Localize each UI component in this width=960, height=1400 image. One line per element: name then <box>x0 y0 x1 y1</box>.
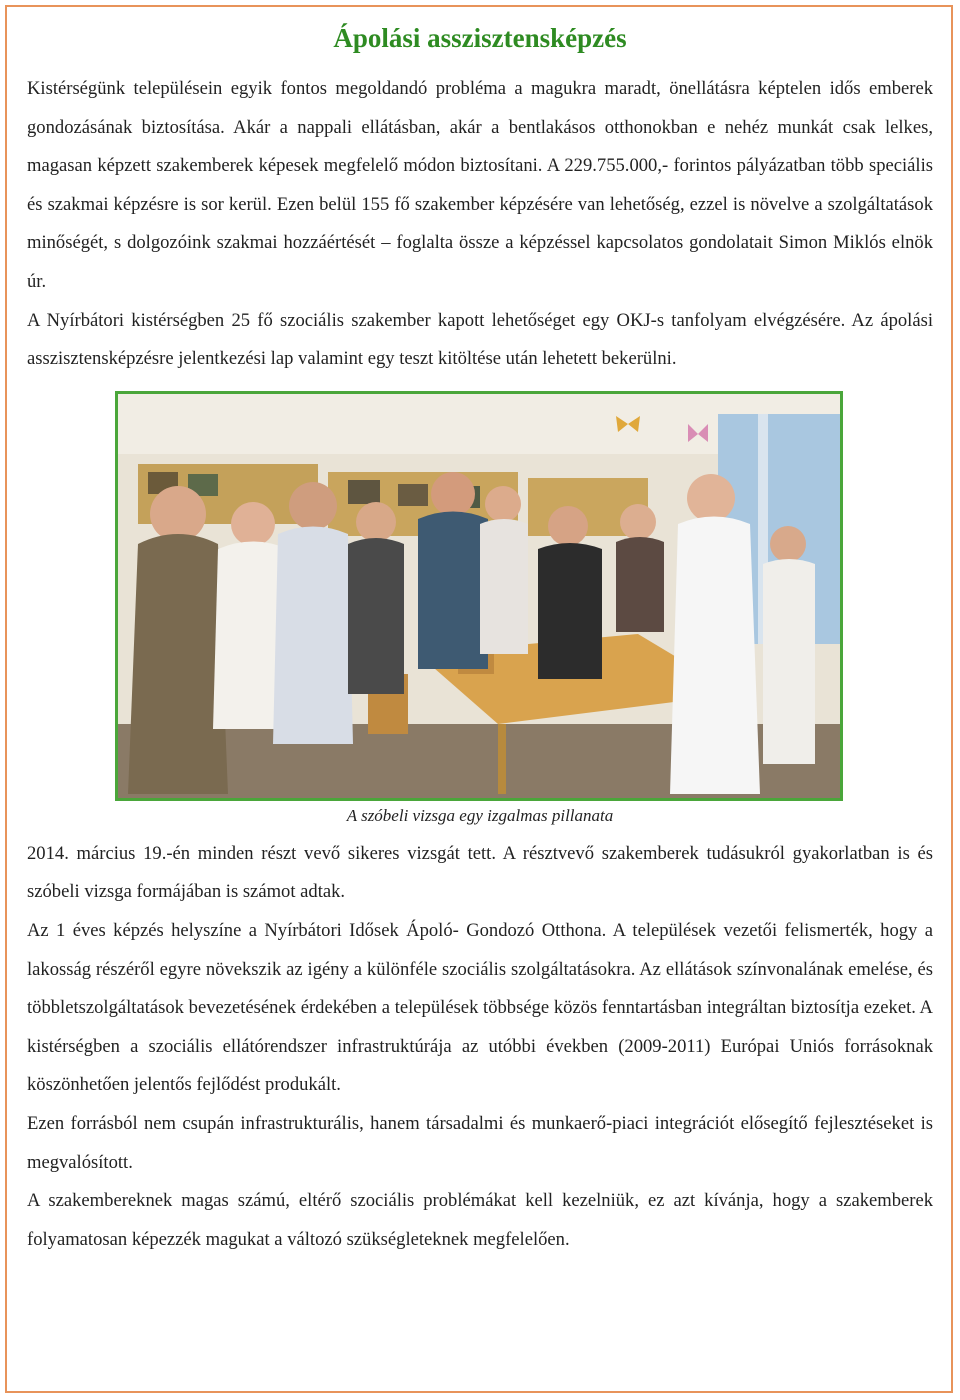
group-photo-icon <box>118 394 840 798</box>
paragraph-location: Az 1 éves képzés helyszíne a Nyírbátori Idősek Ápoló- Gondozó Otthona. A települések vezetői felismerték, hogy a lakosság részéről egyre növekszik az igény a különféle szociális szolgáltatásokra. Az ellátások színvonalának emelése, és többletszolgáltatások bevezetésének érdekében a települések többsége közös fenntartásban integráltan biztosítja ezeket. A kistérségben a szociális ellátórendszer infrastruktúrája az utóbbi években (2009-2011) Európai Uniós forrásoknak köszönhetően jelentős fejlődést produkált. <box>27 919 933 1096</box>
photo-caption: A szóbeli vizsga egy izgalmas pillanata <box>346 805 614 825</box>
group-photo <box>115 391 843 801</box>
paragraph-course: A Nyírbátori kistérségben 25 fő szociális szakember kapott lehetőséget egy OKJ-s tanfolyam elvégzésére. Az ápolási asszisztensképzésre jelentkezési lap valamint egy teszt kitöltése után lehetett bekerülni. <box>27 309 933 370</box>
paragraph-exam: 2014. március 19.-én minden részt vevő sikeres vizsgát tett. A résztvevő szakemberek tudásukról gyakorlatban is és szóbeli vizsga formájában is számot adtak. <box>27 842 933 903</box>
page-title: Ápolási asszisztensképzés <box>333 23 627 53</box>
paragraph-conclusion: A szakembereknek magas számú, eltérő szociális problémákat kell kezelniük, ez azt kívánja, hogy a szakemberek folyamatosan képezzék magukat a változó szükségleteknek megfelelően. <box>27 1190 933 1250</box>
document-page <box>27 18 933 1259</box>
paragraph-funding: Ezen forrásból nem csupán infrastrukturális, hanem társadalmi és munkaerő-piaci integrációt elősegítő fejlesztéseket is megvalósított. <box>27 1112 933 1173</box>
paragraph-intro: Kistérségünk településein egyik fontos megoldandó probléma a magukra maradt, önellátásra képtelen idős emberek gondozásának biztosítása. Akár a nappali ellátásban, akár a bentlakásos otthonokban e nehéz munkát csak lelkes, magasan képzett szakemberek képesek megfelelő módon biztosítani. A 229.755.000,- forintos pályázatban több speciális és szakmai képzésre is sor kerül. Ezen belül 155 fő szakember képzésére van lehetőség, ezzel is növelve a szolgáltatások minőségét, s dolgozóink szakmai hozzáértését – foglalta össze a képzéssel kapcsolatos gondolatait Simon Miklós elnök úr. <box>27 78 933 292</box>
